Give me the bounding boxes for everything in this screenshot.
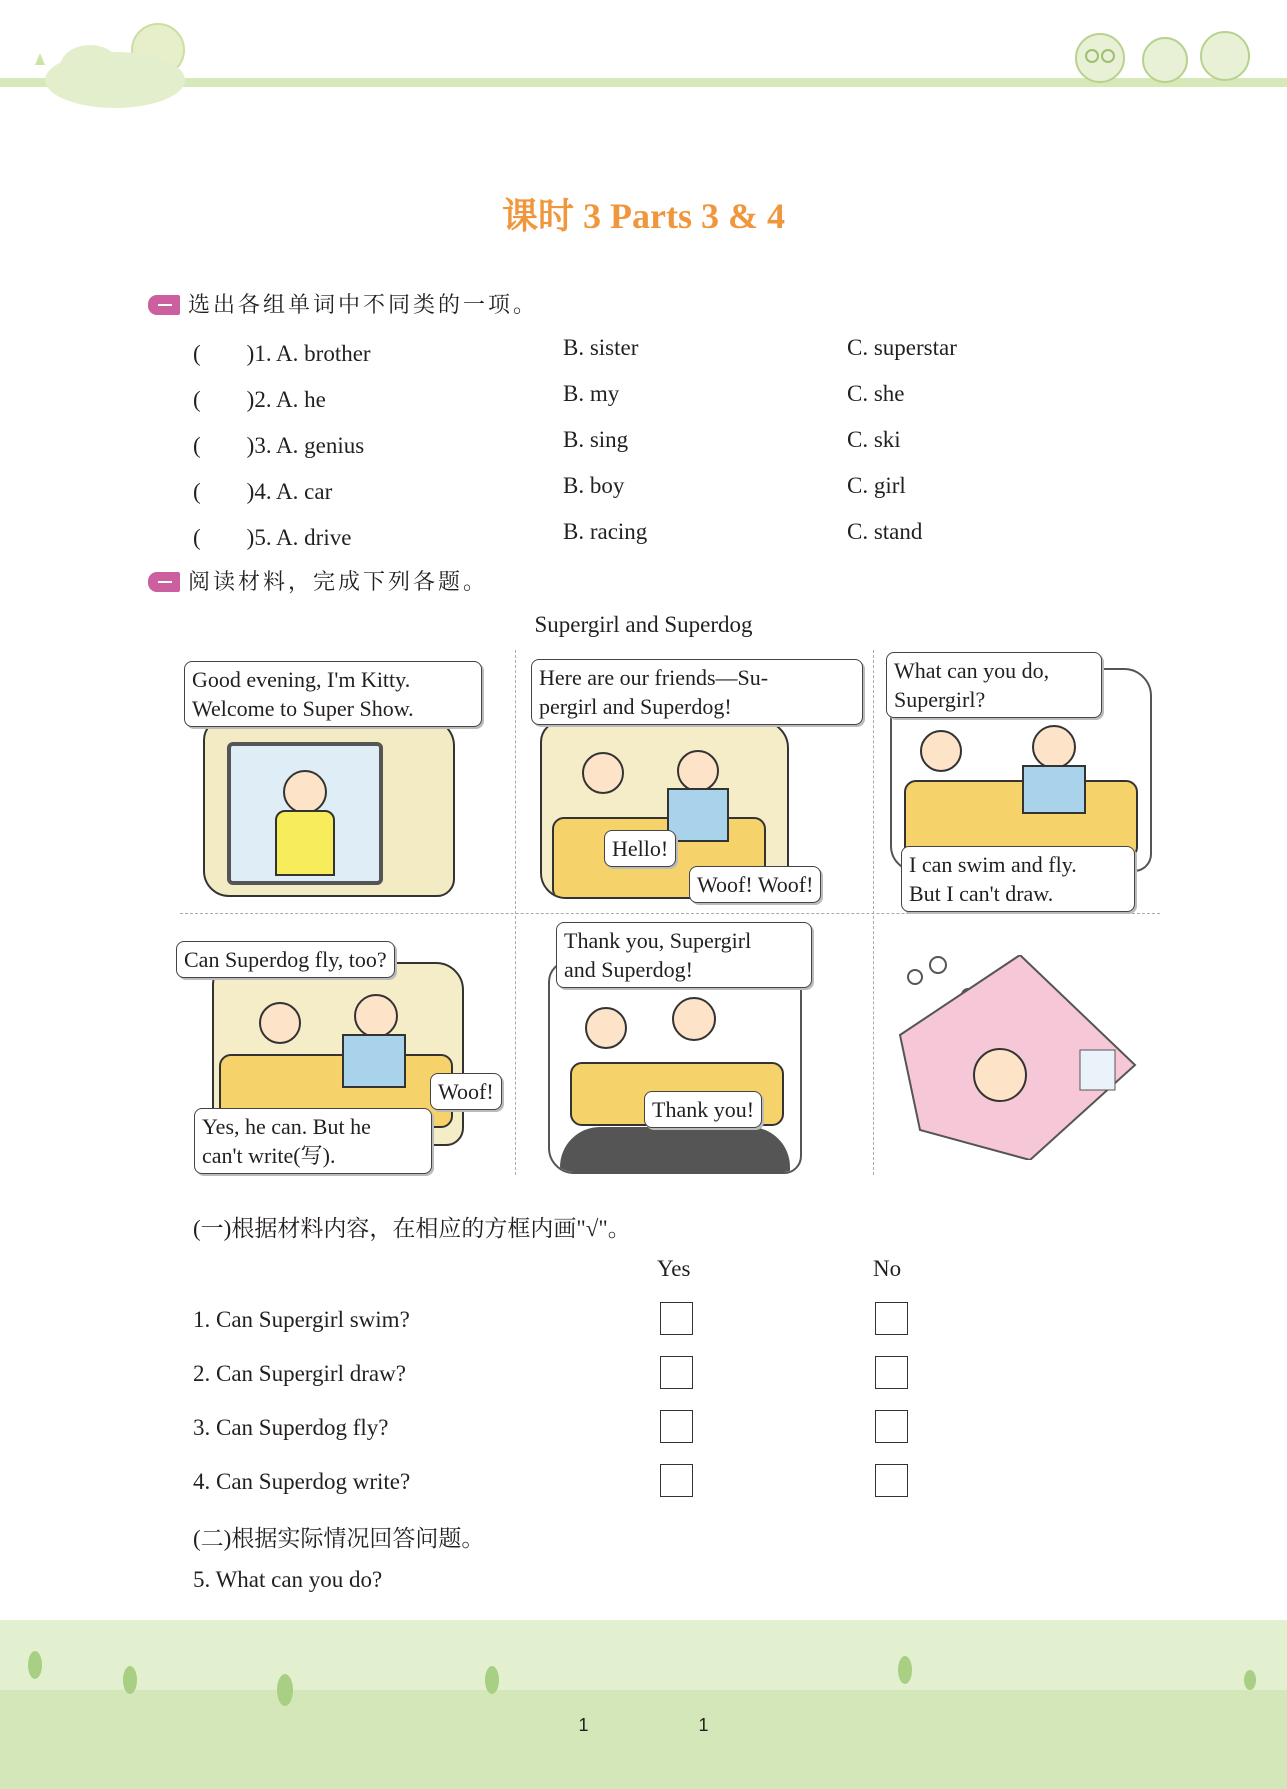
checkbox-q2-no[interactable] (875, 1356, 908, 1389)
section2-heading-text: 阅读材料，完成下列各题。 (188, 569, 489, 594)
s1-row3-a: ( )3. A. genius (193, 433, 365, 458)
speech-bubble-yes-he-can: Yes, he can. But he can't write(写). (194, 1108, 432, 1174)
speech-bubble-thank-you: Thank you! (644, 1091, 762, 1128)
animal-faces-icon (1060, 18, 1260, 88)
column-yes: Yes (657, 1256, 691, 1281)
s1-row1-c: C. superstar (847, 335, 957, 360)
comic-panel-6-scene (890, 955, 1140, 1160)
s1-row5-a: ( )5. A. drive (193, 525, 352, 550)
speech-bubble-woof: Woof! (430, 1073, 502, 1110)
lesson-title: 课时 3 Parts 3 & 4 (502, 196, 785, 236)
checkbox-q4-no[interactable] (875, 1464, 908, 1497)
s1-row4-b: B. boy (563, 473, 625, 498)
s1-row5-c: C. stand (847, 519, 923, 544)
speech-bubble-swim-fly: I can swim and fly. But I can't draw. (901, 846, 1135, 912)
checkbox-q2-yes[interactable] (660, 1356, 693, 1389)
section1-heading-text: 选出各组单词中不同类的一项。 (188, 292, 539, 317)
speech-bubble-introduction: Here are our friends—Su- pergirl and Superdog! (531, 659, 863, 725)
speech-bubble-question-supergirl: What can you do, Supergirl? (886, 652, 1102, 718)
comic-panel-1-scene (203, 718, 455, 897)
column-no: No (873, 1256, 902, 1281)
section1-heading (148, 288, 538, 319)
s1-row2-c: C. she (847, 381, 905, 406)
page-number: 1 1 (578, 1715, 709, 1735)
s1-row2-a: ( )2. A. he (193, 387, 326, 412)
question-5: 5. What can you do? (193, 1567, 383, 1592)
question-4: 4. Can Superdog write? (193, 1469, 411, 1494)
checkbox-q3-yes[interactable] (660, 1410, 693, 1443)
s1-row2-b: B. my (563, 381, 620, 406)
s1-row1-a: ( )1. A. brother (193, 341, 371, 366)
sun-cloud-icon (20, 5, 200, 115)
part1-heading: (一)根据材料内容，在相应的方框内画"√"。 (193, 1216, 631, 1241)
speech-bubble-thank-you-host: Thank you, Supergirl and Superdog! (556, 922, 812, 988)
checkbox-q4-yes[interactable] (660, 1464, 693, 1497)
s1-row3-c: C. ski (847, 427, 901, 452)
checkbox-q1-yes[interactable] (660, 1302, 693, 1335)
question-1: 1. Can Supergirl swim? (193, 1307, 410, 1332)
s1-row3-b: B. sing (563, 427, 629, 452)
s1-row4-c: C. girl (847, 473, 906, 498)
question-2: 2. Can Supergirl draw? (193, 1361, 406, 1386)
speech-bubble-kitty-greeting: Good evening, I'm Kitty. Welcome to Super Show. (184, 661, 482, 727)
part2-heading: (二)根据实际情况回答问题。 (193, 1526, 485, 1551)
section2-badge (148, 572, 180, 592)
speech-bubble-hello: Hello! (604, 830, 676, 867)
comic-panel-5-scene (548, 960, 802, 1174)
s1-row1-b: B. sister (563, 335, 639, 360)
s1-row4-a: ( )4. A. car (193, 479, 333, 504)
speech-bubble-can-superdog-fly: Can Superdog fly, too? (176, 941, 395, 978)
checkbox-q3-no[interactable] (875, 1410, 908, 1443)
comic-divider (180, 913, 1160, 914)
question-3: 3. Can Superdog fly? (193, 1415, 389, 1440)
section2-heading (148, 565, 488, 596)
section1-badge (148, 295, 180, 315)
checkbox-q1-no[interactable] (875, 1302, 908, 1335)
speech-bubble-woof-woof: Woof! Woof! (689, 866, 821, 903)
s1-row5-b: B. racing (563, 519, 648, 544)
story-title: Supergirl and Superdog (534, 612, 753, 637)
